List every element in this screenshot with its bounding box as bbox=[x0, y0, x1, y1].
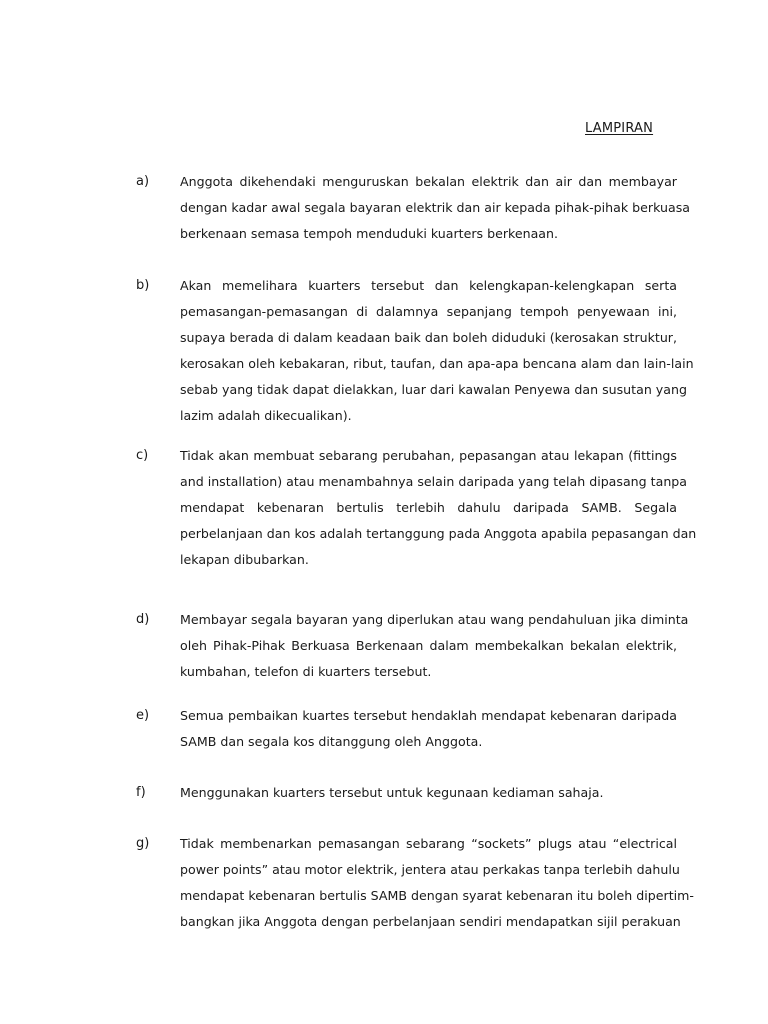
item-line: Semua pembaikan kuartes tersebut hendaklah mendapat kebenaran daripada bbox=[180, 708, 677, 723]
item-line: SAMB dan segala kos ditanggung oleh Anggota. bbox=[180, 734, 483, 749]
item-body bbox=[180, 607, 689, 685]
item-line: Membayar segala bayaran yang diperlukan atau wang pendahuluan jika diminta bbox=[180, 612, 689, 627]
item-line: bangkan jika Anggota dengan perbelanjaan sendiri mendapatkan sijil perakuan bbox=[180, 914, 681, 929]
item-body bbox=[180, 169, 690, 247]
item-line: oleh Pihak-Pihak Berkuasa Berkenaan dalam membekalkan bekalan elektrik, bbox=[180, 638, 677, 653]
item-body bbox=[180, 443, 697, 573]
item-letter: a) bbox=[136, 174, 150, 189]
item-letter: c) bbox=[136, 448, 149, 463]
item-body bbox=[180, 831, 694, 935]
item-letter: g) bbox=[136, 836, 150, 851]
item-line: kerosakan oleh kebakaran, ribut, taufan, dan apa-apa bencana alam dan lain-lain bbox=[180, 356, 694, 371]
item-body bbox=[180, 703, 677, 755]
item-line: power points” atau motor elektrik, jentera atau perkakas tanpa terlebih dahulu bbox=[180, 862, 680, 877]
item-line: perbelanjaan dan kos adalah tertanggung pada Anggota apabila pepasangan dan bbox=[180, 526, 697, 541]
item-line: Tidak membenarkan pemasangan sebarang “sockets” plugs atau “electrical bbox=[180, 836, 677, 851]
item-line: supaya berada di dalam keadaan baik dan boleh diduduki (kerosakan struktur, bbox=[180, 330, 677, 345]
item-letter: b) bbox=[136, 278, 150, 293]
item-line: Menggunakan kuarters tersebut untuk kegunaan kediaman sahaja. bbox=[180, 785, 604, 800]
item-line: Tidak akan membuat sebarang perubahan, pepasangan atau lekapan (fittings bbox=[180, 448, 677, 463]
item-line: berkenaan semasa tempoh menduduki kuarters berkenaan. bbox=[180, 226, 558, 241]
item-letter: f) bbox=[136, 785, 146, 800]
page-heading: LAMPIRAN bbox=[585, 121, 654, 136]
item-body bbox=[180, 780, 677, 806]
item-letter: e) bbox=[136, 708, 150, 723]
item-body bbox=[180, 273, 694, 429]
item-line: pemasangan-pemasangan di dalamnya sepanjang tempoh penyewaan ini, bbox=[180, 304, 677, 319]
item-line: mendapat kebenaran bertulis terlebih dahulu daripada SAMB. Segala bbox=[180, 500, 677, 515]
item-letter: d) bbox=[136, 612, 150, 627]
item-line: lazim adalah dikecualikan). bbox=[180, 408, 352, 423]
item-line: dengan kadar awal segala bayaran elektrik dan air kepada pihak-pihak berkuasa bbox=[180, 200, 690, 215]
item-line: lekapan dibubarkan. bbox=[180, 552, 309, 567]
item-line: mendapat kebenaran bertulis SAMB dengan syarat kebenaran itu boleh dipertim- bbox=[180, 888, 694, 903]
item-line: Akan memelihara kuarters tersebut dan kelengkapan-kelengkapan serta bbox=[180, 278, 677, 293]
item-line: Anggota dikehendaki menguruskan bekalan elektrik dan air dan membayar bbox=[180, 174, 677, 189]
item-line: and installation) atau menambahnya selain daripada yang telah dipasang tanpa bbox=[180, 474, 688, 489]
item-line: sebab yang tidak dapat dielakkan, luar dari kawalan Penyewa dan susutan yang bbox=[180, 382, 687, 397]
item-line: kumbahan, telefon di kuarters tersebut. bbox=[180, 664, 432, 679]
